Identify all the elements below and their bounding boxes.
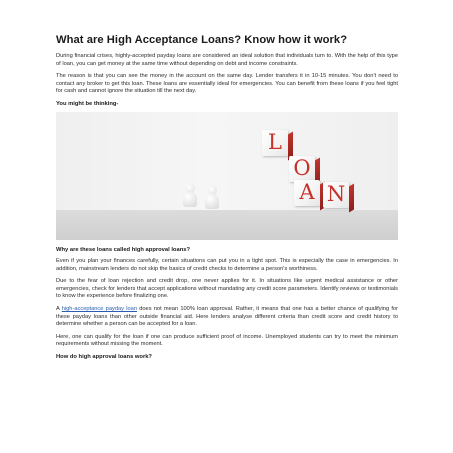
loan-illustration-image	[56, 112, 398, 240]
cube-letter-a: A	[294, 180, 320, 206]
intro-paragraph-1: During financial crises, highly-accepted payday loans are considered an ideal solution that individuals turn to. With the help of this type of loan, you can get money at the same time without depending on debt and income constraints.	[56, 53, 398, 67]
section2-paragraph-1: Even if you plan your finances carefully, certain situations can put you in a tight spot. This is especially the case in emergencies. In addition, mainstream lenders do not skip the basics of credit checks to determine a person's worthiness.	[56, 257, 398, 272]
cube-letter-l: L	[262, 130, 288, 156]
payday-loan-link[interactable]: high-acceptance payday loan	[61, 305, 137, 312]
pawn-figure-left	[182, 184, 198, 207]
cube-letter-n: N	[323, 182, 349, 208]
pawn-figure-right	[204, 186, 220, 209]
page-title: What are High Acceptance Loans? Know how it work?	[56, 34, 348, 46]
section-heading-high-approval: Why are these loans called high approval loans?	[56, 246, 191, 253]
document-page	[56, 34, 398, 365]
thinking-label: You might be thinking-	[56, 100, 119, 107]
link-paragraph: A high-acceptance payday loan does not mean 100% loan approval. Rather, it means that one has a better chance of qualifying for these payday loans than other outside financial aid. Here lenders analyse different criteria than credit score and credit history to determine whether a person can be accepted for a loan.	[56, 305, 398, 328]
section2-paragraph-2: Due to the fear of loan rejection and credit drop, one never applies for it. In situations like urgent medical assistance or other emergencies, check for lenders that accept applications without mandating any credit score parameters. Identify reviews or testimonials to know the experience before finalizing one.	[56, 278, 398, 300]
cube-letter-o: O	[289, 156, 315, 182]
table-surface	[56, 210, 398, 240]
section-heading-how-work: How do high approval loans work?	[56, 353, 152, 360]
income-proof-paragraph: Here, one can qualify for the loan if one can produce sufficient proof of income. Unemployed students can try to meet the minimum requirements without missing the moment.	[56, 333, 398, 348]
intro-paragraph-2: The reason is that you can see the money in the account on the same day. Lender transfers it in 10-15 minutes. You don't need to contact any broker to get this loan. These loans are essentially ideal for emergencies. You can benefit from these loans if you feel tight for cash and cannot ignore the situation till the next day.	[56, 73, 398, 95]
